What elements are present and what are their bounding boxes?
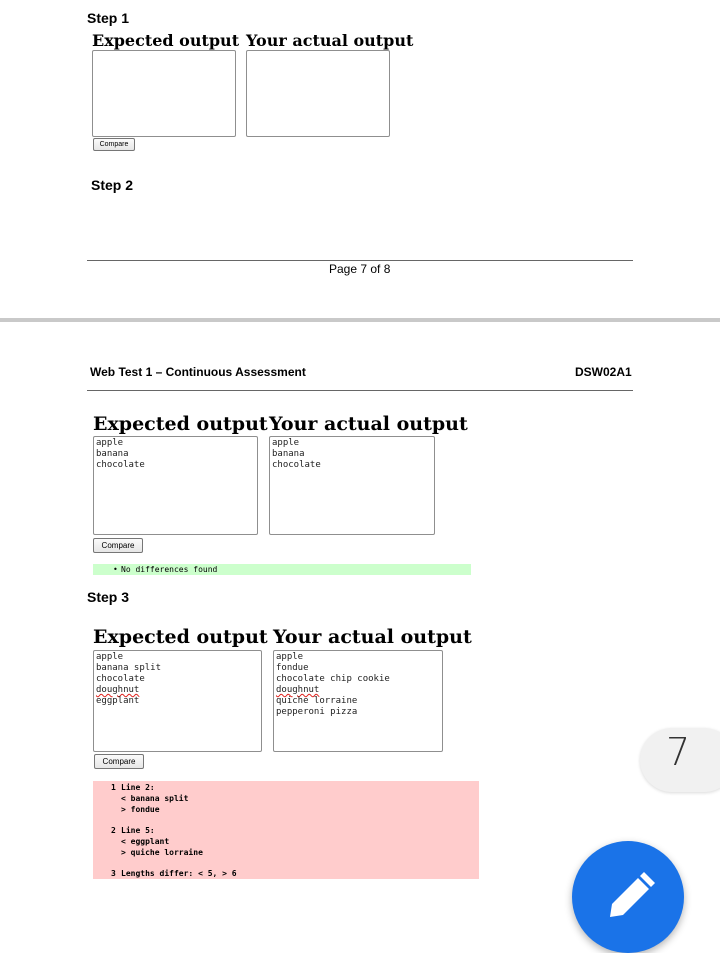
text-line: doughnut [276,685,320,695]
expected-output-title: Expected output [92,31,240,50]
expected-output-textarea[interactable] [93,650,262,752]
diff-number: 3 [111,869,116,878]
text-line: pepperoni pizza [276,707,358,717]
diff-header: Lengths differ: < 5, > 6 [121,869,237,878]
expected-output-title: Expected output [93,626,268,648]
compare-button[interactable]: Compare [94,754,144,769]
text-line: banana [272,449,305,459]
actual-output-title: Your actual output [269,413,468,435]
text-line: banana split [96,663,162,673]
pencil-icon [572,841,684,953]
no-differences-result [93,564,471,575]
document-header-code: DSW02A1 [575,365,632,379]
actual-output-textarea[interactable] [269,436,435,535]
diff-header: Line 5: [121,826,155,835]
text-line: apple [96,652,124,662]
result-text: No differences found [121,565,218,574]
expected-output-textarea[interactable] [92,50,236,137]
text-line: chocolate [272,460,321,470]
bullet-icon: • [113,565,118,574]
actual-output-textarea[interactable] [246,50,390,137]
text-line: chocolate [96,674,145,684]
text-line: fondue [276,663,309,673]
page-separator [0,318,720,322]
page-footer-divider [87,260,633,261]
diff-header: Line 2: [121,783,155,792]
step-1-heading: Step 1 [87,10,130,26]
text-line: chocolate chip cookie [276,674,390,684]
text-line: quiche lorraine [276,696,358,706]
actual-output-title: Your actual output [246,31,414,50]
edit-button[interactable] [572,841,684,953]
text-line: chocolate [96,460,145,470]
diff-expected-line: < banana split [121,794,189,803]
document-header-title: Web Test 1 – Continuous Assessment [90,365,306,379]
compare-button[interactable]: Compare [93,538,143,553]
actual-output-textarea[interactable] [273,650,443,752]
diff-actual-line: > fondue [121,805,160,814]
text-line: apple [96,438,124,448]
step-2-heading: Step 2 [91,177,134,193]
text-line: apple [276,652,304,662]
diff-expected-line: < eggplant [121,837,170,846]
page-number-badge [640,728,720,792]
differences-result [93,781,479,879]
page-number: 7 [666,730,691,774]
header-divider [87,390,633,391]
text-line: apple [272,438,300,448]
diff-number: 1 [111,783,116,792]
diff-number: 2 [111,826,116,835]
expected-output-title: Expected output [93,413,268,435]
text-line: banana [96,449,129,459]
text-line: doughnut [96,685,140,695]
actual-output-title: Your actual output [273,626,472,648]
step-3-heading: Step 3 [87,589,130,605]
compare-button[interactable]: Compare [93,138,135,151]
expected-output-textarea[interactable] [93,436,258,535]
page-number-footer: Page 7 of 8 [329,262,391,276]
text-line: eggplant [96,696,140,706]
diff-actual-line: > quiche lorraine [121,848,203,857]
